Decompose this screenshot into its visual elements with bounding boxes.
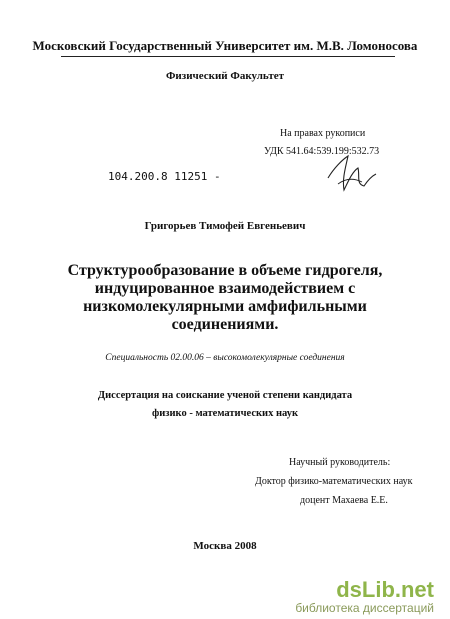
title-line: низкомолекулярными амфифильными (83, 298, 367, 315)
udk-code: УДК 541.64:539.199:532.73 (264, 146, 380, 157)
author-name: Григорьев Тимофей Евгеньевич (144, 220, 306, 232)
dissertation-degree: Диссертация на соискание ученой степени кандидата (97, 390, 353, 401)
handwritten-signature (320, 148, 380, 198)
supervisor-degree: Доктор физико-математических наук (255, 476, 413, 487)
title-line: индуцированное взаимодействием с (94, 280, 356, 297)
university-name: Московский Государственный Университет им. М.В. Ломоносова (32, 38, 418, 53)
supervisor-name: доцент Махаева Е.Е. (300, 495, 388, 506)
library-stamp: 104.200.8 11251 - (108, 170, 221, 183)
dissertation-field: физико - математических наук (151, 408, 299, 419)
specialty: Специальность 02.00.06 – высокомолекулярные соединения (105, 353, 345, 363)
supervisor-label: Научный руководитель: (289, 457, 391, 468)
title-line: соединениями. (171, 316, 279, 333)
dslib-watermark[interactable] (295, 579, 434, 615)
faculty-name: Физический Факультет (165, 70, 285, 82)
title-line: Структурообразование в объеме гидрогеля, (67, 262, 383, 279)
watermark-subtitle: библиотека диссертаций (295, 601, 434, 615)
manuscript-rights: На правах рукописи (280, 128, 366, 139)
watermark-logo: dsLib.net (336, 577, 434, 602)
dissertation-title (60, 262, 390, 334)
header-divider (61, 56, 395, 57)
city-year: Москва 2008 (193, 540, 257, 552)
